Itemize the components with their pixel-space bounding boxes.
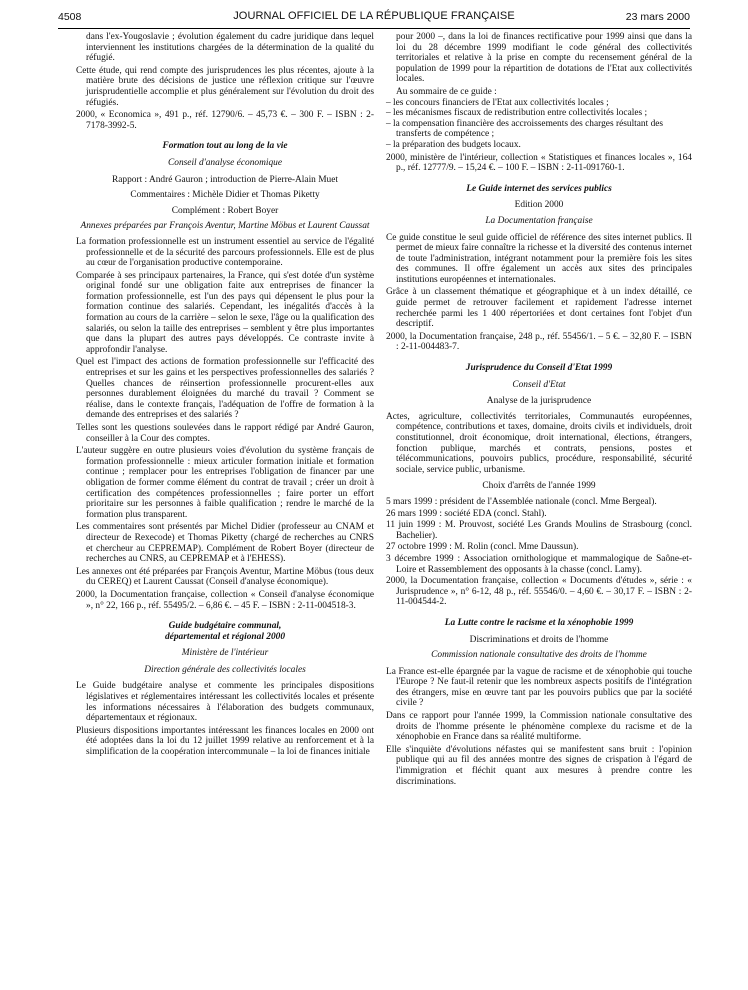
body-paragraph: La formation professionnelle est un instrument essentiel au service de l'égalité professionnelle et de la sécurité des parcours professionnels. Elle est de plus au cœur de l'organisation productive contemporaine. bbox=[76, 236, 374, 269]
intro-paragraph: Cette étude, qui rend compte des jurisprudences les plus récentes, ajoute à la matière brute des décisions de justice une réflexion critique sur l'œuvre jurisprudentielle accomplie et plus généralement sur l'évolution du droit des réfugiés. bbox=[76, 65, 374, 108]
section-title: départemental et régional 2000 bbox=[164, 631, 286, 642]
list-item: – la préparation des budgets locaux. bbox=[386, 139, 521, 150]
page-number: 4508 bbox=[58, 11, 82, 23]
body-paragraph: Dans ce rapport pour l'année 1999, la Commission nationale consultative des droits de l'homme présente le phénomène complexe du racisme et de la xénophobie en France dans sa réalité multiforme. bbox=[386, 711, 692, 743]
body-paragraph: Ce guide constitue le seul guide officiel de référence des sites internet publics. Il permet de mieux faire connaître la richesse et la diversité des contenus internet de toute l'administration, intégrant notamment pour la première fois les sites des communes. Il offre également un accès aux sites des principales institutions européennes et internationales. bbox=[386, 232, 692, 285]
decision-entry: 3 décembre 1999 : Association ornithologique et mammalogique de Saône-et-Loire et Rassemblement des opposants à la chasse (concl. Lamy). bbox=[386, 553, 692, 575]
ministry-name: Ministère de l'intérieur bbox=[181, 648, 269, 659]
decision-entry: 5 mars 1999 : président de l'Assemblée nationale (concl. Mme Bergeal). bbox=[386, 496, 657, 507]
journal-title: JOURNAL OFFICIEL DE LA RÉPUBLIQUE FRANÇAISE bbox=[233, 10, 515, 22]
section-title: Jurisprudence du Conseil d'Etat 1999 bbox=[465, 363, 613, 374]
body-paragraph: Grâce à un classement thématique et géographique et à un index détaillé, ce guide permet de retrouver facilement et rapidement l'adresse internet recherchée parmi les 1 400 répertoriées et dont certaines font l'objet d'un descriptif. bbox=[386, 287, 692, 330]
section-title: Guide budgétaire communal, bbox=[168, 621, 282, 632]
issue-date: 23 mars 2000 bbox=[625, 11, 690, 23]
list-item: – les mécanismes fiscaux de redistribution entre collectivités locales ; bbox=[386, 108, 648, 119]
publication-reference: 2000, ministère de l'intérieur, collection « Statistiques et finances locales », 164 p., réf. 12777/9. – 15,24 €. – 100 F. – ISBN : 2-11-091760-1. bbox=[386, 152, 692, 174]
decision-entry: 26 mars 1999 : société EDA (concl. Stahl). bbox=[386, 508, 547, 519]
section-title: Formation tout au long de la vie bbox=[162, 141, 288, 152]
body-paragraph: La France est-elle épargnée par la vague de racisme et de xénophobie qui touche l'Europe ? Ne faut-il retenir que les nombreux aspects positifs de l'intégration des étrangers, mise en œuvre tant par les pouvoirs publics que par la société civile ? bbox=[386, 666, 692, 709]
report-commentators: Commentaires : Michèle Didier et Thomas Piketty bbox=[130, 190, 320, 201]
section-subtitle: Conseil d'analyse économique bbox=[168, 157, 282, 168]
decision-entry: 27 octobre 1999 : M. Rolin (concl. Mme Daussun). bbox=[386, 542, 579, 553]
body-paragraph: Plusieurs dispositions importantes intéressant les finances locales en 2000 ont été adoptées dans la loi du 12 juillet 1999 relative au renforcement et à la simplification de la coopération intercommunale – la loi de finances initiale bbox=[76, 725, 374, 758]
publication-reference: 2000, la Documentation française, collection « Conseil d'analyse économique », n° 22, 166 p., réf. 55495/2. – 6,86 €. – 45 F. – ISBN : 2-11-004518-3. bbox=[76, 589, 374, 611]
section-title: La Lutte contre le racisme et la xénophobie 1999 bbox=[444, 617, 634, 628]
right-column bbox=[386, 32, 692, 789]
list-item: – les concours financiers de l'Etat aux collectivités locales ; bbox=[386, 97, 609, 108]
publication-reference: 2000, la Documentation française, collection « Documents d'études », série : « Jurisprudence », n° 6-12, 48 p., réf. 55546/0. – 4,60 €. – 30,17 F. – ISBN : 2-11-004544-2. bbox=[386, 576, 692, 608]
header-rule bbox=[58, 28, 690, 29]
body-paragraph: Les annexes ont été préparées par François Aventur, Martine Möbus (tous deux du CEREQ) et Laurent Caussat (Conseil d'analyse économique). bbox=[76, 566, 374, 588]
topics-paragraph: Actes, agriculture, collectivités territoriales, Communautés européennes, compétence, contributions et taxes, domaine, droits civils et individuels, droit constitutionnel, droit économique, droit international, élections, étrangers, fonction publique, marchés et contrats, pensions, postes et télécommunications, pouvoirs publics, procédure, responsabilité, sécurité sociale, service public, urbanisme. bbox=[386, 411, 692, 475]
report-complement: Complément : Robert Boyer bbox=[171, 205, 279, 216]
decisions-heading: Choix d'arrêts de l'année 1999 bbox=[482, 481, 596, 492]
body-paragraph: Le Guide budgétaire analyse et commente les principales dispositions législatives et réglementaires intéressant les collectivités locales et présente les informations nécessaires à l'élaboration des budgets communaux, départementaux et régionaux. bbox=[76, 681, 374, 724]
section-title: Le Guide internet des services publics bbox=[466, 183, 612, 194]
body-paragraph: Telles sont les questions soulevées dans le rapport rédigé par André Gauron, conseiller à la Cour des comptes. bbox=[76, 423, 374, 444]
edition-label: Edition 2000 bbox=[514, 200, 564, 211]
report-authors: Rapport : André Gauron ; introduction de Pierre-Alain Muet bbox=[112, 174, 338, 185]
body-paragraph: Elle s'inquiète d'évolutions néfastes qui se manifestent sans bruit : l'opinion publique qui au fil des années montre des signes de crispation à l'égard de l'immigration et fléchit quant aux mesures à prendre contre les discriminations. bbox=[386, 744, 692, 787]
intro-paragraph: dans l'ex-Yougoslavie ; évolution également du cadre juridique dans lequel interviennent les institutions chargées de la détermination de la qualité du réfugié. bbox=[86, 32, 374, 64]
analysis-label: Analyse de la jurisprudence bbox=[486, 396, 592, 407]
body-paragraph: Comparée à ses principaux partenaires, la France, qui s'est dotée d'un système original fondé sur une obligation faite aux entreprises de financer la formation professionnelle, est l'un des pays qui dépensent le plus pour la formation continue des salariés. Cependant, les inégalités d'accès à la formation au cours de la carrière – selon le sexe, l'âge ou la qualification des salariés, ou selon la taille des entreprises – semblent y être plus importantes que dans la plupart des autres pays développés. Ce contraste invite à approfondir l'analyse. bbox=[76, 270, 374, 355]
page-header bbox=[58, 10, 690, 26]
summary-heading: Au sommaire de ce guide : bbox=[396, 86, 497, 97]
publisher-name: La Documentation française bbox=[485, 215, 593, 226]
list-item: – la compensation financière des accroissements des charges résultant des transferts de compétence ; bbox=[386, 118, 664, 140]
body-paragraph: L'auteur suggère en outre plusieurs voies d'évolution du système français de formation professionnelle : mieux articuler formation initiale et formation continue ; remplacer pour les entreprises l'obligation de financer par une obligation de former comme élément du contrat de travail ; créer un droit à certification des compétences professionnelles ; faire porter un effort prioritaire sur les personnes à faible qualification ; rendre le marché de la formation plus transparent. bbox=[76, 446, 374, 520]
publisher-name: Conseil d'Etat bbox=[512, 379, 566, 390]
section-subtitle: Discriminations et droits de l'homme bbox=[469, 634, 609, 645]
publication-reference: 2000, la Documentation française, 248 p., réf. 55456/1. – 5 €. – 32,80 F. – ISBN : 2-11-004483-7. bbox=[386, 331, 692, 353]
commission-name: Commission nationale consultative des droits de l'homme bbox=[431, 650, 647, 661]
report-annexes: Annexes préparées par François Aventur, Martine Möbus et Laurent Caussat bbox=[80, 221, 370, 232]
body-paragraph: pour 2000 –, dans la loi de finances rectificative pour 1999 ainsi que dans la loi du 28 décembre 1999 modifiant le code général des collectivités territoriales et relative à la prise en compte du recensement général de la population de 1999 pour la répartition de dotations de l'Etat aux collectivités locales. bbox=[396, 32, 692, 85]
left-column bbox=[76, 32, 374, 760]
decision-entry: 11 juin 1999 : M. Prouvost, société Les Grands Moulins de Strasbourg (concl. Bachelier). bbox=[386, 520, 692, 541]
body-paragraph: Quel est l'impact des actions de formation professionnelle sur l'efficacité des entreprises et sur les gains et les perspectives professionnelles des salariés ? Quelles chances de réinsertion professionnelle procurent-elles aux personnes durablement éloignées du marché du travail ? Comment se réalise, dans le contexte français, l'adéquation de l'offre de formation à la demande des entreprises et des salariés ? bbox=[76, 357, 374, 421]
direction-name: Direction générale des collectivités locales bbox=[144, 664, 306, 675]
publication-reference: 2000, « Economica », 491 p., réf. 12790/6. – 45,73 €. – 300 F. – ISBN : 2-7178-3992-5. bbox=[76, 110, 374, 131]
body-paragraph: Les commentaires sont présentés par Michel Didier (professeur au CNAM et directeur de Rexecode) et Thomas Piketty (chargé de recherches au CNRS et chercheur au CEPREMAP). Complément de Robert Boyer (directeur de recherches au CNRS, au CEPREMAP et à l'EHESS). bbox=[76, 522, 374, 565]
